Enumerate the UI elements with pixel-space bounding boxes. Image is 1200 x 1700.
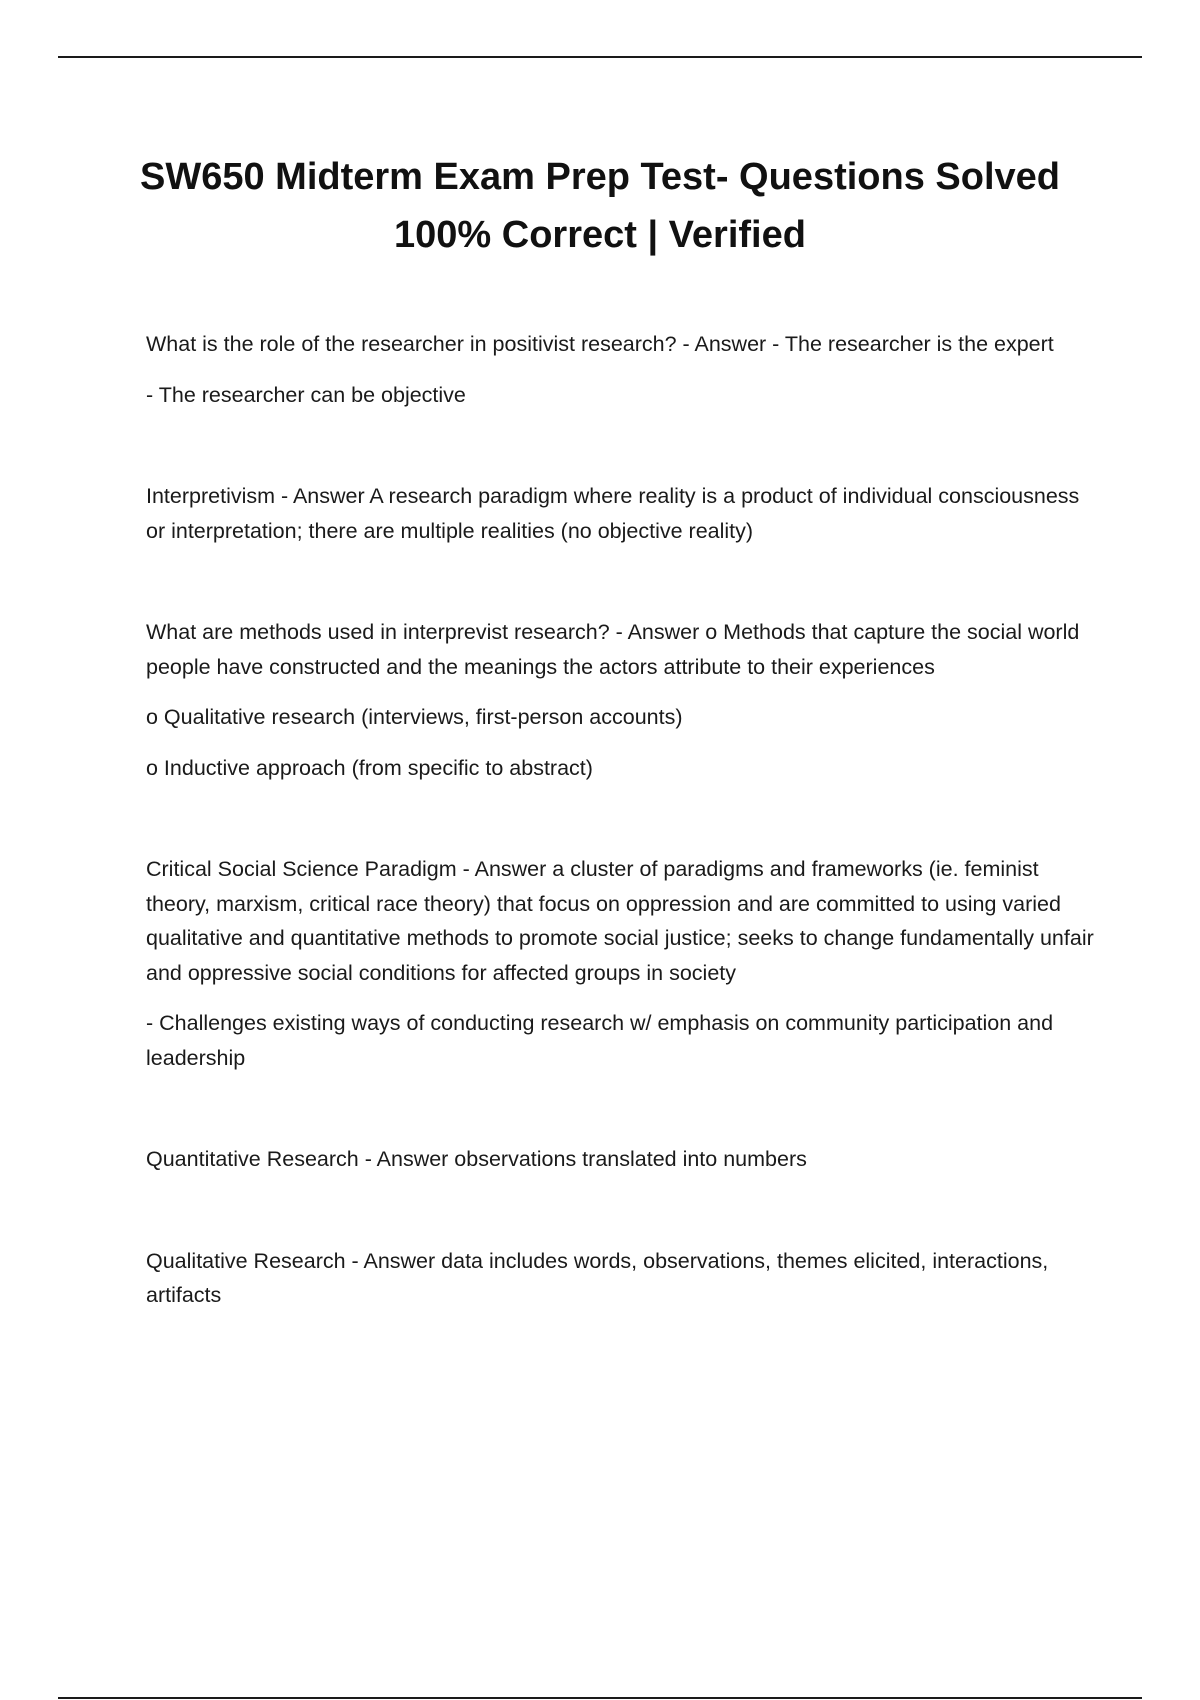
answer-paragraph: What is the role of the researcher in positivist research? - Answer - The researcher is the expert	[146, 332, 1054, 356]
document-body	[146, 327, 1096, 1313]
answer-paragraph: What are methods used in interprevist research? - Answer o Methods that capture the social world people have constructed and the meanings the actors attribute to their experiences	[146, 620, 1080, 679]
qa-entry	[146, 852, 1096, 1075]
answer-paragraph: Interpretivism - Answer A research paradigm where reality is a product of individual consciousness or interpretation; there are multiple realities (no objective reality)	[146, 484, 1080, 543]
answer-paragraph: o Qualitative research (interviews, first-person accounts)	[146, 705, 683, 729]
answer-paragraph: Critical Social Science Paradigm - Answer a cluster of paradigms and frameworks (ie. feminist theory, marxism, critical race theory) that focus on oppression and are committed to using varied qualitative and quantitative methods to promote social justice; seeks to change fundamentally unfair and oppressive social conditions for affected groups in society	[146, 857, 1094, 985]
document-title: SW650 Midterm Exam Prep Test- Questions Solved 100% Correct | Verified	[140, 156, 1060, 256]
qa-entry	[146, 615, 1096, 785]
answer-paragraph: o Inductive approach (from specific to abstract)	[146, 755, 593, 780]
answer-paragraph: Quantitative Research - Answer observations translated into numbers	[146, 1147, 807, 1171]
qa-entry	[146, 327, 1096, 412]
qa-entry	[146, 1142, 1096, 1177]
top-rule	[58, 56, 1142, 58]
answer-paragraph: - Challenges existing ways of conducting research w/ emphasis on community participation and leadership	[146, 1011, 1054, 1070]
qa-entry	[146, 1244, 1096, 1313]
answer-paragraph: - The researcher can be objective	[146, 382, 466, 407]
answer-paragraph: Qualitative Research - Answer data includes words, observations, themes elicited, interactions, artifacts	[146, 1248, 1049, 1307]
bottom-rule	[58, 1697, 1142, 1699]
qa-entry	[146, 479, 1096, 548]
